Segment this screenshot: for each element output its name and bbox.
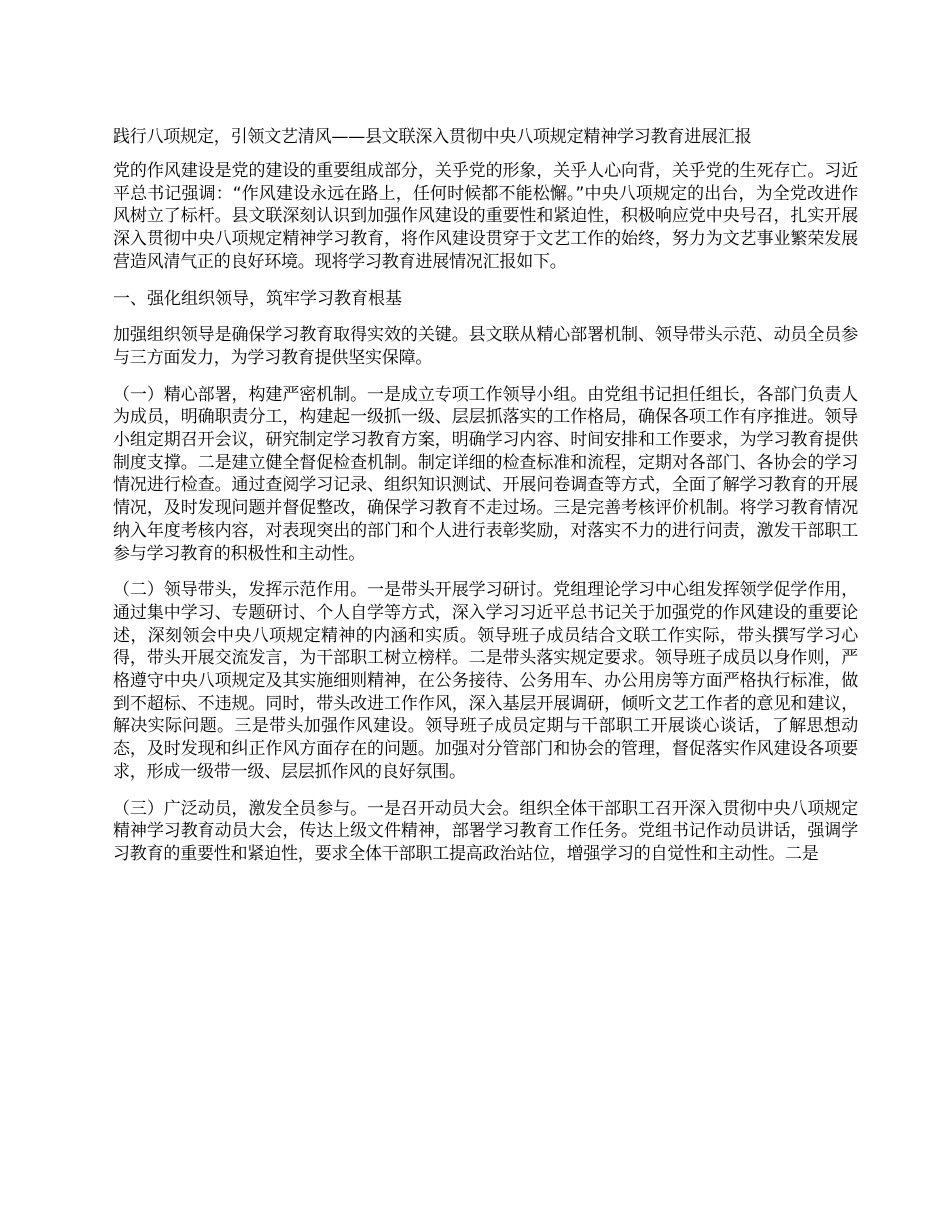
- section-heading-1: 一、强化组织领导，筑牢学习教育根基: [113, 288, 402, 309]
- item-paragraph-2: （二）领导带头，发挥示范作用。一是带头开展学习研讨。党组理论学习中心组发挥领学促学作用，通过集中学习、专题研讨、个人自学等方式，深入学习习近平总书记关于加强党的作风建设的重要论述，深刻领会中央八项规定精神的内涵和实质。领导班子成员结合文联工作实际，带头撰写学习心得，带头开展交流发言，为干部职工树立榜样。二是带头落实规定要求。领导班子成员以身作则，严格遵守中央八项规定及其实施细则精神，在公务接待、公务用车、办公用房等方面严格执行标准，做到不超标、不违规。同时，带头改进工作作风，深入基层开展调研，倾听文艺工作者的意见和建议，解决实际问题。三是带头加强作风建设。领导班子成员定期与干部职工开展谈心谈话，了解思想动态，及时发现和纠正作风方面存在的问题。加强对分管部门和协会的管理，督促落实作风建设各项要求，形成一级带一级、层层抓作风的良好氛围。: [113, 580, 858, 782]
- item-paragraph-3: （三）广泛动员，激发全员参与。一是召开动员大会。组织全体干部职工召开深入贯彻中央八项规定精神学习教育动员大会，传达上级文件精神，部署学习教育工作任务。党组书记作动员讲话，强调学习教育的重要性和紧迫性，要求全体干部职工提高政治站位，增强学习的自觉性和主动性。二是: [113, 798, 858, 864]
- intro-paragraph: 党的作风建设是党的建设的重要组成部分，关乎党的形象，关乎人心向背，关乎党的生死存亡。习近平总书记强调：“作风建设永远在路上，任何时候都不能松懈。”中央八项规定的出台，为全党改进作风树立了标杆。县文联深刻认识到加强作风建设的重要性和紧迫性，积极响应党中央号召，扎实开展深入贯彻中央八项规定精神学习教育，将作风建设贯穿于文艺工作的始终，努力为文艺事业繁荣发展营造风清气正的良好环境。现将学习教育进展情况汇报如下。: [113, 161, 858, 272]
- document-title: 践行八项规定，引领文艺清风——县文联深入贯彻中央八项规定精神学习教育进展汇报: [113, 127, 752, 147]
- section-intro-paragraph: 加强组织领导是确保学习教育取得实效的关键。县文联从精心部署机制、领导带头示范、动员全员参与三方面发力，为学习教育提供坚实保障。: [113, 325, 858, 368]
- document-body: [113, 126, 858, 880]
- item-paragraph-1: （一）精心部署，构建严密机制。一是成立专项工作领导小组。由党组书记担任组长，各部门负责人为成员，明确职责分工，构建起一级抓一级、层层抓落实的工作格局，确保各项工作有序推进。领导小组定期召开会议，研究制定学习教育方案，明确学习内容、时间安排和工作要求，为学习教育提供制度支撑。二是建立健全督促检查机制。制定详细的检查标准和流程，定期对各部门、各协会的学习情况进行检查。通过查阅学习记录、组织知识测试、开展问卷调查等方式，全面了解学习教育的开展情况，及时发现问题并督促整改，确保学习教育不走过场。三是完善考核评价机制。将学习教育情况纳入年度考核内容，对表现突出的部门和个人进行表彰奖励，对落实不力的进行问责，激发干部职工参与学习教育的积极性和主动性。: [113, 384, 858, 564]
